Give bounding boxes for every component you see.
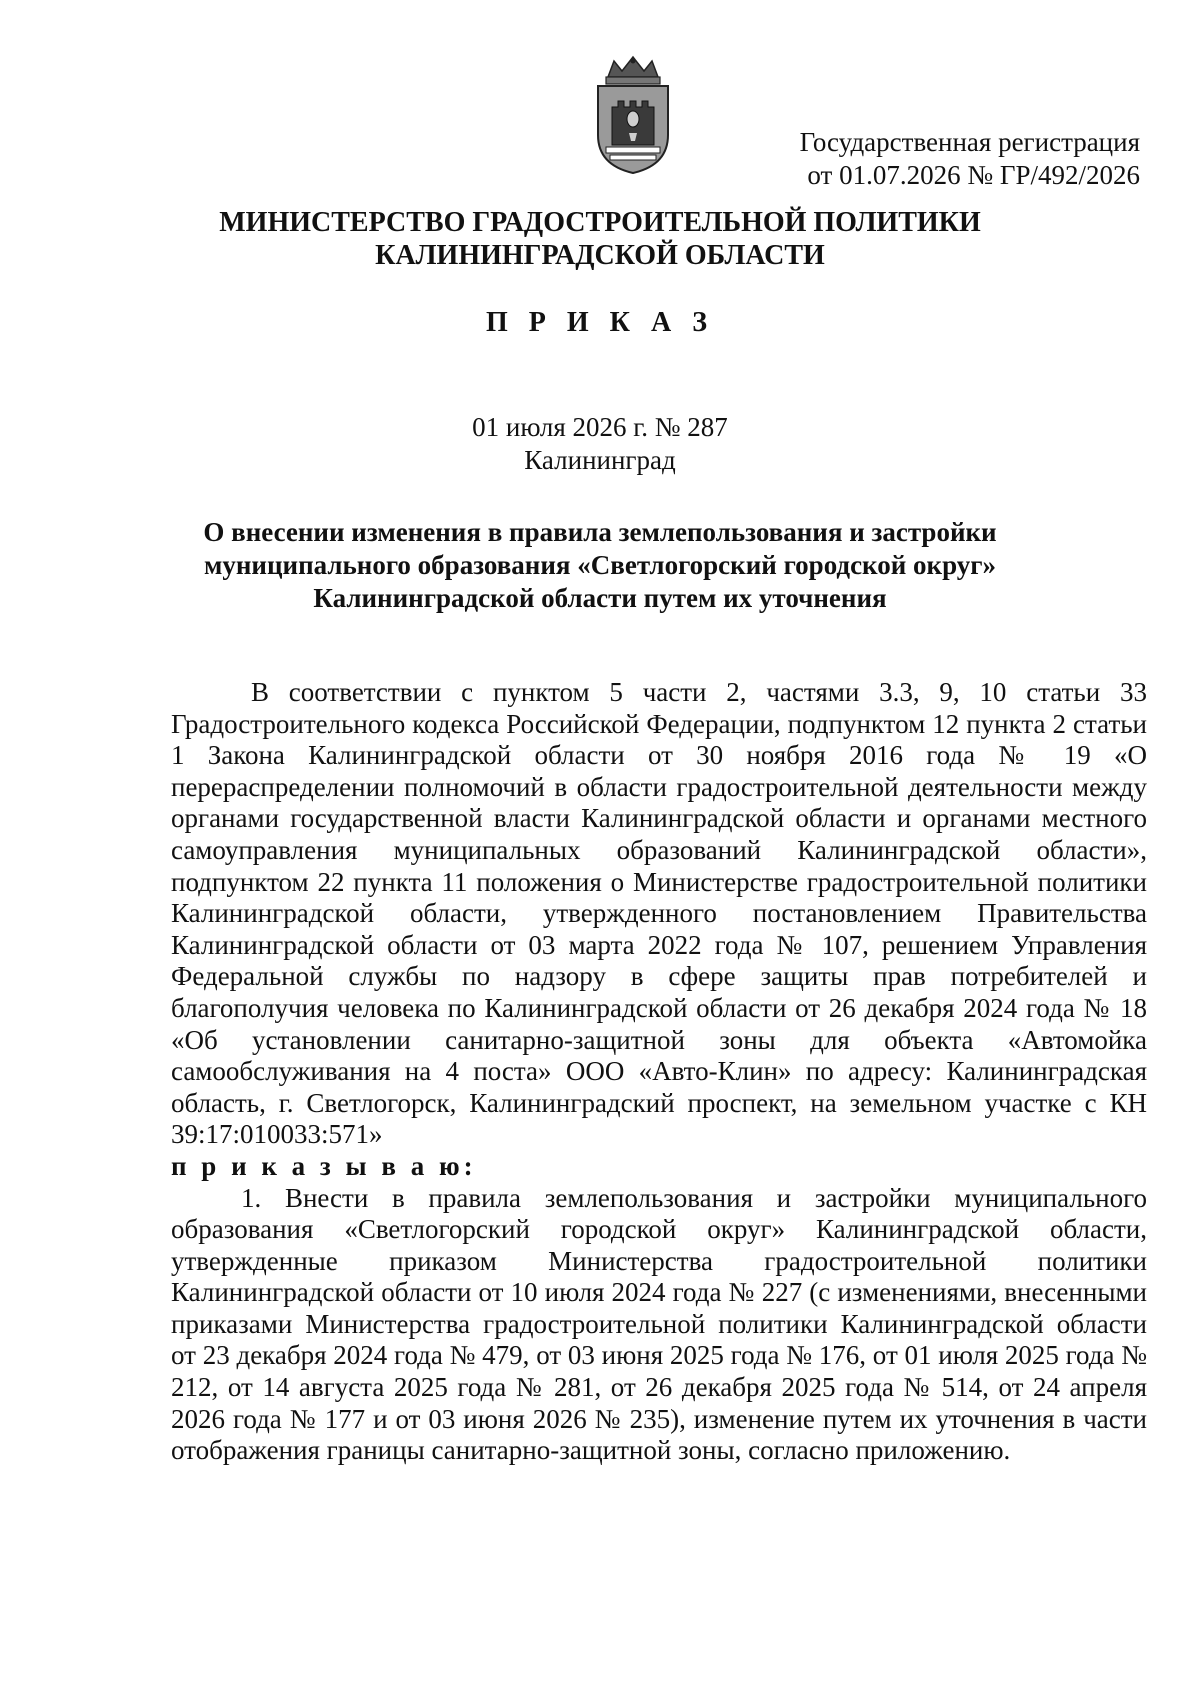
order-title: П Р И К А З [486, 307, 714, 338]
subject-line1: О внесении изменения в правила землепользования и застройки [203, 517, 997, 547]
state-registration [800, 126, 1140, 192]
order-word: п р и к а з ы в а ю: [171, 1150, 477, 1181]
preamble-paragraph: В соответствии с пунктом 5 части 2, частями 3.3, 9, 10 статьи 33 Градостроительного кодекса Российской Федерации, подпунктом 12 пункта 2 статьи 1 Закона Калининградской области от 30 ноября 2016 года № 19 «О перераспределении полномочий в области градостроительной деятельности между органами государственной власти Калининградской области и органами местного самоуправления муниципальных образований Калининградской области», подпунктом 22 пункта 11 положения о Министерстве градостроительной политики Калининградской области, утвержденного постановлением Правительства Калининградской области от 03 марта 2022 года № 107, решением Управления Федеральной службы по надзору в сфере защиты прав потребителей и благополучия человека по Калининградской области от 26 декабря 2024 года № 18 «Об установлении санитарно-защитной зоны для объекта «Автомойка самообслуживания на 4 поста» ООО «Авто-Клин» по адресу: Калининградская область, г. Светлогорск, Калининградский проспект, на земельном участке с КН 39:17:010033:571» [171, 677, 1147, 1150]
ministry-name [0, 206, 1200, 272]
ministry-name-line1: МИНИСТЕРСТВО ГРАДОСТРОИТЕЛЬНОЙ ПОЛИТИКИ [219, 207, 981, 238]
ministry-name-line2: КАЛИНИНГРАДСКОЙ ОБЛАСТИ [375, 240, 825, 271]
registration-title: Государственная регистрация [799, 127, 1140, 157]
order-city: Калининград [524, 445, 676, 475]
order-date-number: 01 июля 2026 г. № 287 [472, 412, 728, 442]
registration-number: от 01.07.2026 № ГР/492/2026 [807, 160, 1140, 190]
coat-of-arms-icon [588, 55, 678, 177]
subject-line2: муниципального образования «Светлогорский городской округ» [203, 550, 997, 580]
order-subject [0, 516, 1200, 615]
item-1-paragraph: 1. Внести в правила землепользования и застройки муниципального образования «Светлогорский городской округ» Калининградской области, утвержденные приказом Министерства градостроительной политики Калининградской области от 10 июля 2024 года № 227 (с изменениями, внесенными приказами Министерства градостроительной политики Калининградской области от 23 декабря 2024 года № 479, от 03 июня 2025 года № 176, от 01 июля 2025 года № 212, от 14 августа 2025 года № 281, от 26 декабря 2025 года № 514, от 24 апреля 2026 года № 177 и от 03 июня 2026 № 235), изменение путем их уточнения в части отображения границы санитарно-защитной зоны, согласно приложению. [171, 1182, 1147, 1466]
subject-line3: Калининградской области путем их уточнения [313, 583, 887, 613]
order-date-block [0, 411, 1200, 477]
order-body [171, 677, 1147, 1467]
